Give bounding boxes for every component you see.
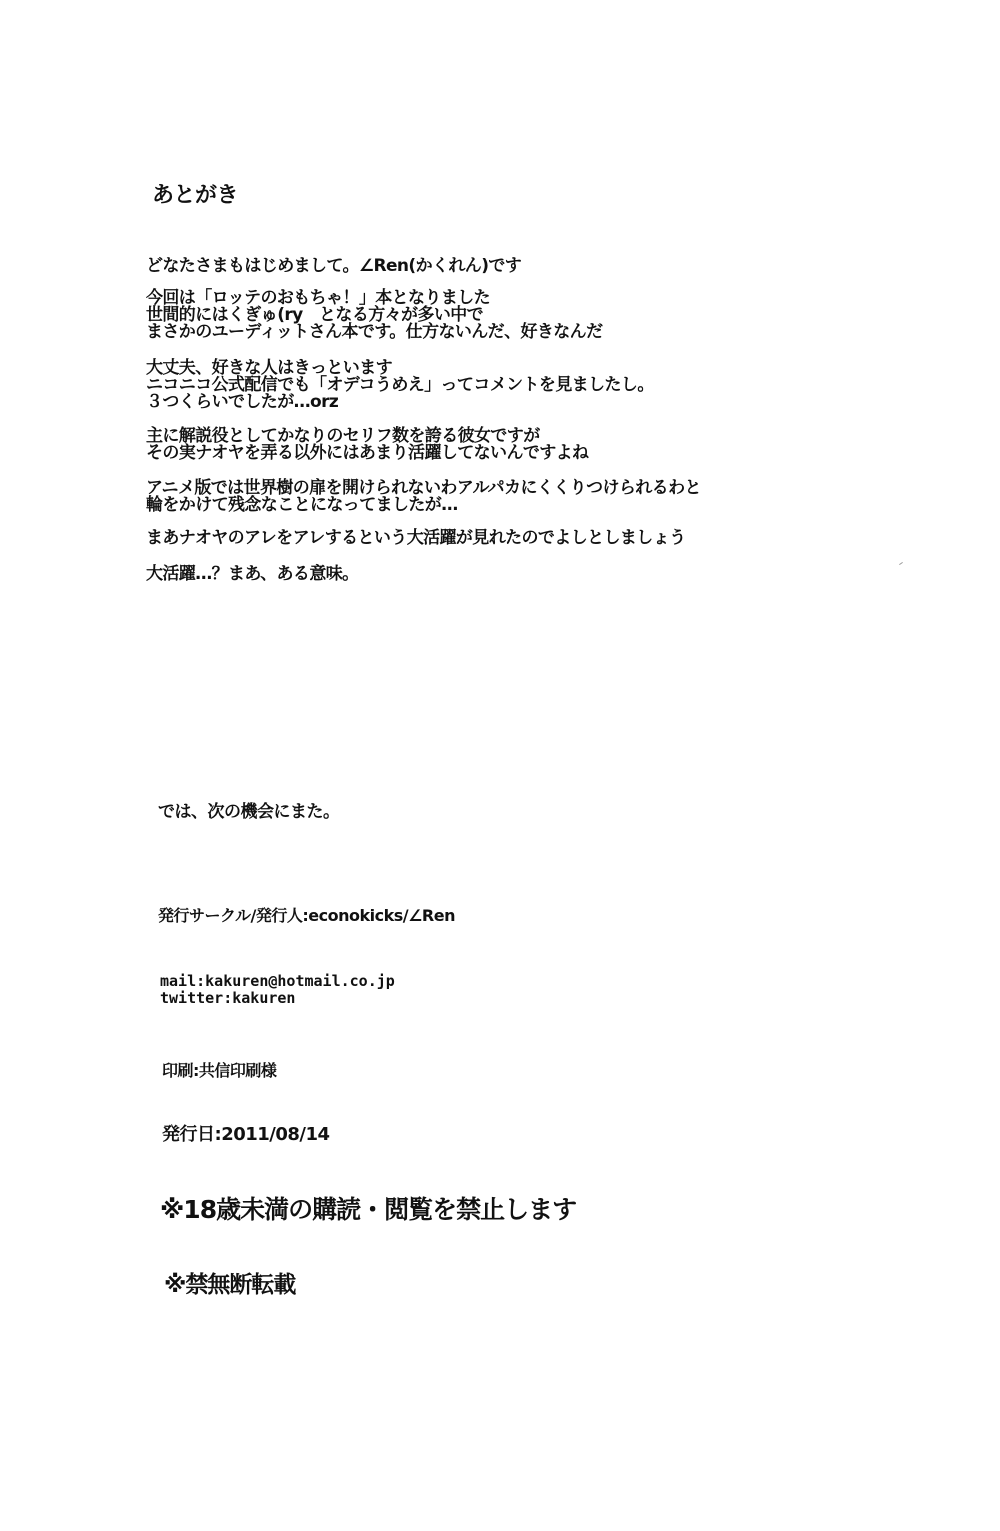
- publication-date: 発行日:2011/08/14: [162, 1124, 330, 1145]
- afterword-line: 主に解説役としてかなりのセリフ数を誇る彼女ですが: [146, 426, 540, 446]
- afterword-paragraph: [146, 258, 521, 275]
- afterword-line: ニコニコ公式配信でも「オデコうめえ」ってコメントを見ましたし。: [146, 375, 654, 395]
- afterword-paragraph: [146, 290, 602, 341]
- afterword-title: あとがき: [152, 183, 239, 208]
- afterword-line: どなたさまもはじめまして。∠Ren(かくれん)です: [146, 256, 522, 276]
- afterword-line: その実ナオヤを弄る以外にはあまり活躍してないんですよね: [146, 443, 589, 463]
- no-reprint-notice: ※禁無断転載: [164, 1272, 296, 1298]
- publisher-info: 発行サークル/発行人:econokicks/∠Ren: [158, 906, 455, 925]
- afterword-paragraph: [146, 480, 701, 514]
- afterword-paragraph: [146, 428, 588, 462]
- afterword-line: まあナオヤのアレをアレするという大活躍が見れたのでよしとしましょう: [146, 528, 686, 548]
- printer-info: 印刷:共信印刷様: [162, 1061, 277, 1080]
- afterword-line: まさかのユーディットさん本です。仕方ないんだ、好きなんだ: [146, 322, 603, 342]
- afterword-line: 世間的にはくぎゅ(ry となる方々が多い中で: [146, 305, 484, 325]
- afterword-line: ３つくらいでしたが…orz: [146, 392, 339, 412]
- scan-speck: [899, 562, 903, 565]
- afterword-line: 今回は「ロッテのおもちゃ！」本となりました: [146, 288, 491, 308]
- mail-address: mail:kakuren@hotmail.co.jp: [160, 972, 395, 990]
- afterword-paragraph: [146, 566, 359, 583]
- afterword-paragraph: [146, 360, 654, 411]
- afterword-line: 大丈夫、好きな人はきっといます: [146, 358, 392, 378]
- afterword-line: 輪をかけて残念なことになってましたが…: [146, 495, 458, 515]
- closing-line: では、次の機会にまた。: [158, 802, 340, 822]
- age-restriction-notice: ※18歳未満の購読・閲覧を禁止します: [160, 1195, 577, 1224]
- contact-info: [160, 973, 395, 1007]
- afterword-line: アニメ版では世界樹の扉を開けられないわアルパカにくくりつけられるわと: [146, 478, 701, 498]
- twitter-handle: twitter:kakuren: [160, 989, 296, 1007]
- afterword-line: 大活躍…？まあ、ある意味。: [146, 564, 359, 584]
- afterword-paragraph: [146, 530, 686, 547]
